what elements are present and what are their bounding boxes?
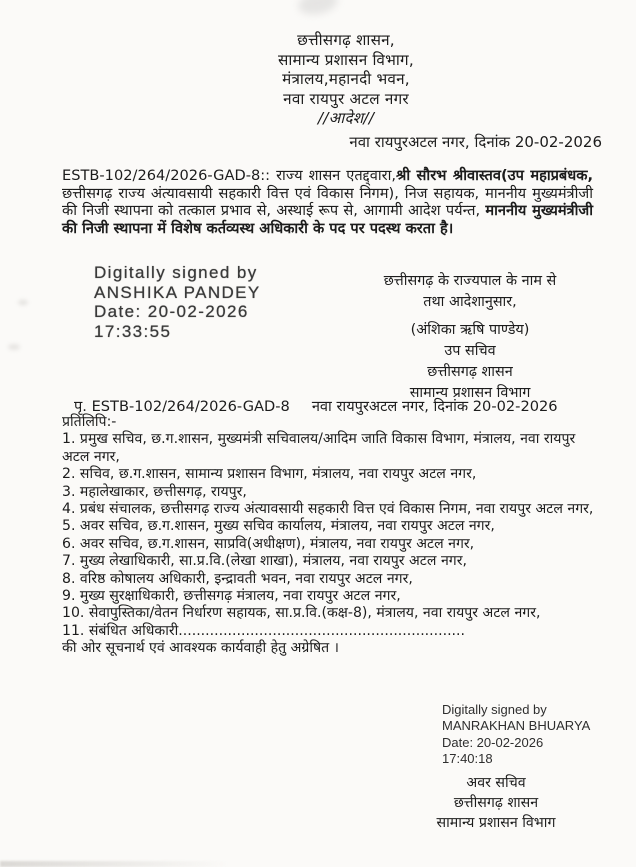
signature-time: 17:40:18 [442, 751, 493, 767]
scan-smudge [296, 0, 340, 18]
signing-officer-block [402, 773, 590, 833]
officer-department: सामान्य प्रशासन विभाग [409, 385, 531, 401]
list-item: 9. मुख्य सुरक्षाधिकारी, छत्तीसगढ़ मंत्रालय, नवा रायपुर अटल नगर, [62, 588, 401, 605]
officer-name: (अंशिका ऋषि पाण्डेय) [410, 322, 530, 338]
order-title: //आदेश// [317, 109, 375, 128]
digital-signature-stamp-manrakhan [402, 702, 590, 833]
officer-designation: अवर सचिव [466, 774, 526, 791]
signature-line: Digitally signed by [94, 263, 258, 282]
signature-date: Date: 20-02-2026 [94, 302, 249, 322]
government-name: छत्तीसगढ़ शासन, [297, 31, 395, 49]
order-ref-and-intro: ESTB-102/264/2026-GAD-8:: राज्य शासन एतद्द्वारा, [62, 167, 397, 184]
signer-name: ANSHIKA PANDEY [94, 282, 261, 302]
place-and-date: नवा रायपुरअटल नगर, दिनांक 20-02-2026 [349, 133, 602, 151]
officer-name-bold: श्री सौरभ श्रीवास्तव(उप महाप्रबंधक, [396, 167, 593, 184]
by-order-line: तथा आदेशानुसार, [423, 294, 517, 310]
order-body-text: छत्तीसगढ़ राज्य अंत्यावसायी सहकारी वित्त एवं विकास निगम), निज सहायक, माननीय मुख्यमंत्रीजी की निजी स्थापना को तत्काल प्रभाव से, अस्थाई रूप से, आगामी आदेश पर्यन्त, [62, 184, 593, 220]
list-item: 3. महालेखाकार, छत्तीसगढ़, रायपुर, [62, 483, 247, 500]
digital-signature-stamp-anshika [94, 263, 261, 341]
city-name: नवा रायपुर अटल नगर [283, 89, 409, 108]
list-item: 11. संबंधित अधिकारी................................................................ [62, 622, 465, 639]
forwarding-note: की ओर सूचनार्थ एवं आवश्यक कार्यवाही हेतु अग्रेषित । [62, 640, 339, 657]
department-name: सामान्य प्रशासन विभाग, [278, 50, 414, 69]
letterhead [0, 31, 636, 129]
list-item: 5. अवर सचिव, छ.ग.शासन, मुख्य सचिव कार्यालय, मंत्रालय, नवा रायपुर अटल नगर, [62, 518, 495, 535]
list-item: 4. प्रबंध संचालक, छत्तीसगढ़ राज्य अंत्यावसायी सहकारी वित्त एवं विकास निगम, नवा रायपुर अटल नगर, [62, 501, 594, 518]
authority-block [345, 271, 595, 404]
copy-label: प्रतिलिपि:- [62, 414, 117, 430]
governor-salutation: छत्तीसगढ़ के राज्यपाल के नाम से [383, 273, 557, 289]
list-item: 7. मुख्य लेखाधिकारी, सा.प्र.वि.(लेखा शाखा), मंत्रालय, नवा रायपुर अटल नगर, [62, 553, 467, 570]
digital-signature-text [402, 702, 590, 768]
endorsement-ref-number: पृ. ESTB-102/264/2026-GAD-8 [74, 398, 290, 415]
signature-time: 17:33:55 [94, 321, 172, 341]
list-item: 2. सचिव, छ.ग.शासन, सामान्य प्रशासन विभाग, मंत्रालय, नवा रायपुर अटल नगर, [62, 466, 477, 483]
list-item: 8. वरिष्ठ कोषालय अधिकारी, इन्द्रावती भवन, नवा रायपुर अटल नगर, [62, 570, 413, 587]
signing-officer-block [345, 320, 595, 404]
endorsement-place-date: नवा रायपुरअटल नगर, दिनांक 20-02-2026 [311, 398, 558, 415]
officer-designation: उप सचिव [444, 343, 496, 359]
scan-speck [8, 344, 20, 350]
copy-distribution-list [62, 414, 595, 658]
officer-government: छत्तीसगढ़ शासन [453, 794, 539, 811]
list-item: 10. सेवापुस्तिका/वेतन निर्धारण सहायक, सा.प्र.वि.(कक्ष-8), मंत्रालय, नवा रायपुर अटल नगर, [62, 605, 541, 622]
scan-edge-artifact [0, 861, 230, 867]
signature-date: Date: 20-02-2026 [442, 734, 544, 750]
signature-line: Digitally signed by [442, 702, 547, 717]
list-item: 6. अवर सचिव, छ.ग.शासन, साप्रवि(अधीक्षण), मंत्रालय, नवा रायपुर अटल नगर, [62, 535, 475, 552]
ministry-building: मंत्रालय,महानदी भवन, [282, 70, 410, 89]
officer-government: छत्तीसगढ़ शासन [427, 364, 513, 380]
order-paragraph [62, 167, 593, 237]
officer-department: सामान्य प्रशासन विभाग [436, 814, 556, 831]
scan-speck [18, 300, 28, 305]
signer-name: MANRAKHAN BHUARYA [442, 718, 591, 734]
list-item: 1. प्रमुख सचिव, छ.ग.शासन, मुख्यमंत्री सचिवालय/आदिम जाति विकास विभाग, मंत्रालय, नवा रायपुर अटल नगर, [62, 431, 576, 465]
posting-clause-bold: माननीय मुख्यमंत्रीजी की निजी स्थापना में विशेष कर्तव्यस्थ अधिकारी के पद पर पदस्थ करता है। [62, 202, 593, 237]
endorsement-reference-line [74, 396, 558, 416]
